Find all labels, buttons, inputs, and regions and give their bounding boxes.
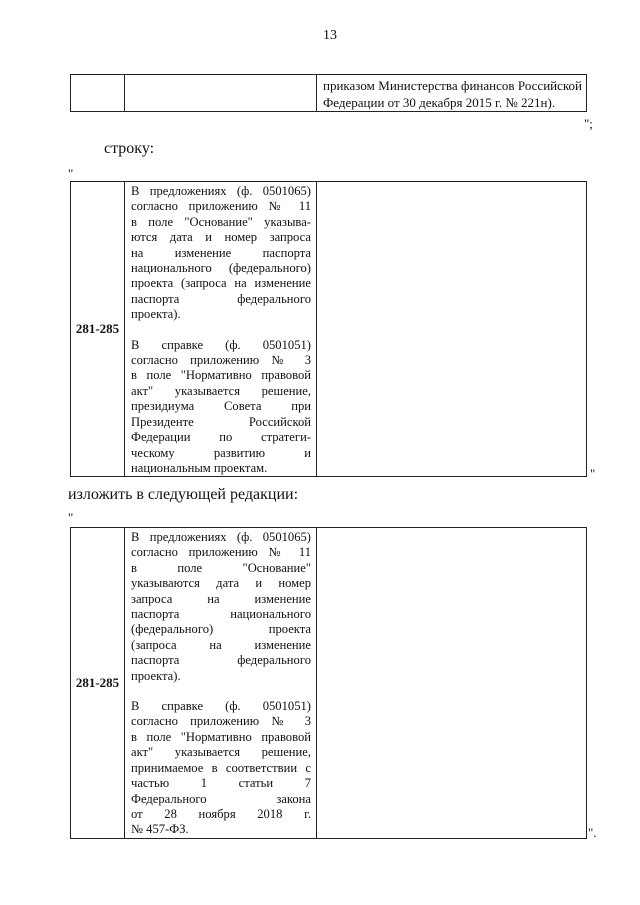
- closing-quote-2: ".: [588, 825, 597, 840]
- text-line: проекта).: [131, 307, 181, 322]
- text-line: паспорта федерального: [131, 291, 311, 306]
- paragraph-1: [131, 184, 311, 323]
- table-new-row-code: 281-285: [71, 528, 125, 839]
- text-line: В справке (ф. 0501051): [131, 699, 311, 714]
- text-line: в поле "Нормативно правовой: [131, 368, 311, 383]
- table-old-row: [70, 181, 587, 477]
- closing-quote-1: ": [590, 466, 596, 481]
- text-line: от 28 ноября 2018 г.: [131, 806, 311, 821]
- text-line: частью 1 статьи 7: [131, 776, 311, 791]
- text-line: акт" указывается решение,: [131, 745, 311, 760]
- table-old-row-text-cell: [125, 182, 317, 477]
- top-table: [70, 74, 587, 112]
- heading-stroku: строку:: [104, 140, 155, 157]
- text-line: согласно приложению № 11: [131, 199, 311, 214]
- top-table-middle-cell: [125, 75, 317, 112]
- text-line: проекта (запроса на изменение: [131, 276, 311, 291]
- table-new-row: [70, 527, 587, 839]
- text-line: на изменение паспорта: [131, 245, 311, 260]
- table-new-row-text-cell: [125, 528, 317, 839]
- text-line: в поле "Основание": [131, 560, 311, 575]
- text-line: № 457-ФЗ.: [131, 822, 189, 837]
- table-old-row-code: 281-285: [71, 182, 125, 477]
- text-line: (федерального) проекта: [131, 622, 311, 637]
- text-line: акт" указывается решение,: [131, 383, 311, 398]
- text-line: в поле "Основание" указыва-: [131, 214, 311, 229]
- text-line: (запроса на изменение: [131, 637, 311, 652]
- paragraph-2: [131, 699, 311, 838]
- text-line: паспорта федерального: [131, 653, 311, 668]
- text-line: Федерального закона: [131, 791, 311, 806]
- text-line: В предложениях (ф. 0501065): [131, 530, 311, 544]
- text-line: В справке (ф. 0501051): [131, 337, 311, 352]
- text-line: национального (федерального): [131, 261, 311, 276]
- text-line: согласно приложению № 11: [131, 545, 311, 560]
- text-line: в поле "Нормативно правовой: [131, 729, 311, 744]
- heading-izlozhit: изложить в следующей редакции:: [68, 486, 299, 503]
- table-old-row-empty-cell: [317, 182, 587, 477]
- text-line: президиума Совета при: [131, 399, 311, 414]
- text-line: согласно приложению № 3: [131, 353, 311, 368]
- text-line: ются дата и номер запроса: [131, 230, 311, 245]
- closing-quote-top: ";: [584, 116, 593, 131]
- top-table-text-cell: [317, 75, 587, 112]
- text-line: В предложениях (ф. 0501065): [131, 184, 311, 198]
- opening-quote-1: ": [68, 166, 74, 181]
- paragraph-1: [131, 530, 311, 684]
- text-line: Президенте Российской: [131, 414, 311, 429]
- table-new-row-empty-cell: [317, 528, 587, 839]
- text-line: Федерации по стратеги-: [131, 430, 311, 445]
- page-number: 13: [323, 28, 337, 43]
- text-line: запроса на изменение: [131, 591, 311, 606]
- text-line: проекта).: [131, 668, 181, 683]
- text-line: указываются дата и номер: [131, 576, 311, 591]
- text-line: паспорта национального: [131, 607, 311, 622]
- top-table-line: приказом Министерства финансов Российской: [323, 78, 582, 93]
- text-line: национальным проектам.: [131, 460, 268, 475]
- top-table-code-cell: [71, 75, 125, 112]
- paragraph-2: [131, 338, 311, 477]
- opening-quote-2: ": [68, 510, 74, 525]
- top-table-line: Федерации от 30 декабря 2015 г. № 221н).: [323, 95, 556, 110]
- text-line: согласно приложению № 3: [131, 714, 311, 729]
- text-line: принимаемое в соответствии с: [131, 760, 311, 775]
- text-line: ческому развитию и: [131, 445, 311, 460]
